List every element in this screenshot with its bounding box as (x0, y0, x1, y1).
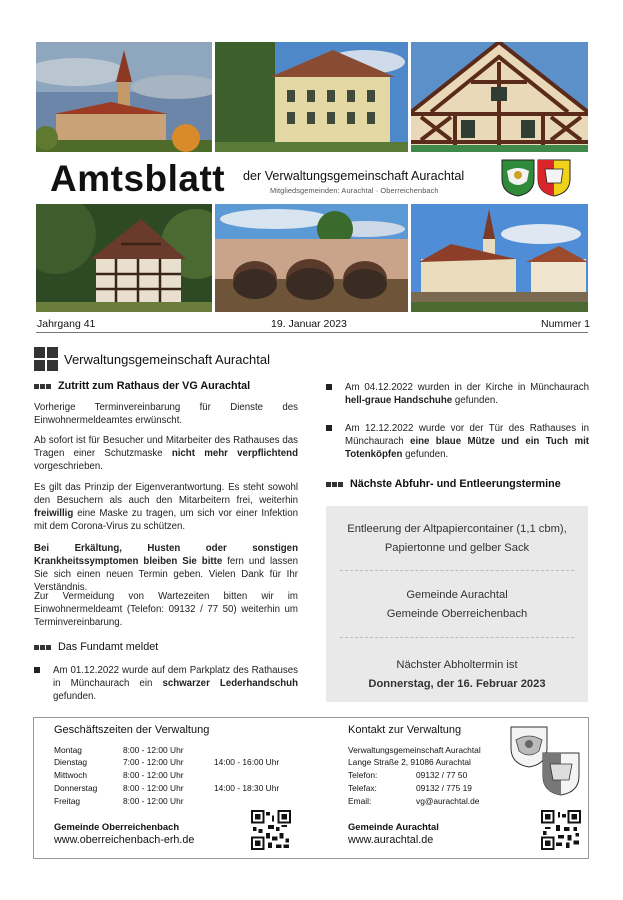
box-line-4: Gemeinde Oberreichenbach (386, 608, 528, 620)
fund-item-2: Am 04.12.2022 wurden in der Kirche in Münchaurach hell-graue Handschuhe gefunden. (345, 381, 589, 407)
collection-box (326, 506, 588, 702)
issue-number: Nummer 1 (541, 318, 591, 330)
box-line-5: Nächster Abholtermin ist (396, 659, 518, 671)
hours-pm: 14:00 - 16:00 Uhr (214, 757, 280, 767)
box-divider (340, 570, 574, 571)
masthead-title: Amtsblatt (50, 158, 226, 199)
heading-marker-icon (34, 645, 52, 650)
hours-day: Dienstag (54, 757, 88, 767)
bullet-icon (326, 384, 332, 390)
qr-code-icon[interactable] (541, 810, 581, 850)
fax-label: Telefax: (348, 783, 377, 793)
oberreichenbach-crest-icon (542, 752, 580, 796)
right-website-link[interactable]: www.aurachtal.de (348, 834, 434, 846)
qr-code-icon[interactable] (251, 810, 291, 850)
issue-rule (36, 332, 588, 333)
footer-box (33, 717, 589, 859)
email-label: Email: (348, 796, 372, 806)
heading-marker-icon (326, 482, 344, 487)
village-church-photo (411, 204, 588, 312)
contact-address: Lange Straße 2, 91086 Aurachtal (348, 757, 471, 767)
masthead-subtitle: der Verwaltungsgemeinschaft Aurachtal (243, 169, 465, 183)
half-timbered-photo (36, 204, 212, 312)
hours-pm: 14:00 - 18:30 Uhr (214, 783, 280, 793)
box-divider (340, 637, 574, 638)
article1-p5: Zur Vermeidung von Wartezeiten bitten wir im Einwohnermeldeamt (Telefon: 09132 / 77 50) weiterhin um Terminvereinbarung. (34, 591, 298, 628)
bullet-icon (326, 425, 332, 431)
box-line-6: Donnerstag, der 16. Februar 2023 (368, 678, 546, 690)
contact-org: Verwaltungsgemeinschaft Aurachtal (348, 745, 481, 755)
fund-item-3: Am 12.12.2022 wurde vor der Tür des Rathauses in Münchaurach eine blaue Mütze und ein Tuch mit Totenköpfen gefunden. (345, 422, 589, 461)
section-squares-icon (34, 347, 58, 371)
hours-day: Freitag (54, 796, 81, 806)
bullet-icon (34, 667, 40, 673)
manor-photo (215, 42, 408, 155)
article3-heading: Nächste Abfuhr- und Entleerungstermine (326, 478, 561, 490)
box-line-1: Entleerung der Altpapiercontainer (1,1 cbm), (347, 523, 567, 535)
email-link[interactable]: vg@aurachtal.de (416, 796, 480, 806)
fund-item-1: Am 01.12.2022 wurde auf dem Parkplatz des Rathauses in Münchaurach ein schwarzer Lederhandschuh gefunden. (53, 664, 298, 703)
heading-marker-icon (34, 384, 52, 389)
issue-date: 19. Januar 2023 (271, 318, 347, 330)
hours-title: Geschäftszeiten der Verwaltung (54, 724, 210, 736)
hours-day: Mittwoch (54, 770, 88, 780)
hours-day: Donnerstag (54, 783, 98, 793)
article1-p4: Bei Erkältung, Husten oder sonstigen Krankheitssymptomen bleiben Sie bitte fern und lassen Sie sich einen neuen Termin geben. Vielen Dank für Ihr Verständnis. (34, 543, 298, 593)
hours-am: 8:00 - 12:00 Uhr (123, 770, 184, 780)
hours-day: Montag (54, 745, 82, 755)
phone-label: Telefon: (348, 770, 378, 780)
hours-am: 8:00 - 12:00 Uhr (123, 745, 184, 755)
box-line-2: Papiertonne und gelber Sack (384, 542, 530, 554)
hours-am: 7:00 - 12:00 Uhr (123, 757, 184, 767)
article2-heading: Das Fundamt meldet (34, 641, 158, 653)
right-municipality: Gemeinde Aurachtal (348, 821, 439, 832)
hours-am: 8:00 - 12:00 Uhr (123, 796, 184, 806)
section-heading (34, 347, 270, 371)
issue-volume: Jahrgang 41 (37, 318, 96, 330)
bridge-photo (215, 204, 408, 312)
aurachtal-crest-icon (501, 159, 535, 197)
church-photo (36, 42, 212, 155)
contact-title: Kontakt zur Verwaltung (348, 724, 462, 736)
oberreichenbach-crest-icon (537, 159, 571, 197)
section-title: Verwaltungsgemeinschaft Aurachtal (64, 351, 270, 367)
fax-number: 09132 / 775 19 (416, 783, 472, 793)
phone-number[interactable]: 09132 / 77 50 (416, 770, 468, 780)
box-line-3: Gemeinde Aurachtal (406, 589, 508, 601)
masthead-members: Mitgliedsgemeinden: Aurachtal · Oberreichenbach (270, 186, 439, 195)
left-website-link[interactable]: www.oberreichenbach-erh.de (54, 834, 195, 846)
article1-p2: Ab sofort ist für Besucher und Mitarbeiter des Rathauses das Tragen einer Schutzmaske nicht mehr verpflichtend vorgeschrieben. (34, 435, 298, 472)
timber-house-photo (411, 42, 588, 155)
hours-am: 8:00 - 12:00 Uhr (123, 783, 184, 793)
article1-p1: Vorherige Terminvereinbarung für Dienste des Einwohnermeldeamtes erwünscht. (34, 402, 298, 426)
article1-heading: Zutritt zum Rathaus der VG Aurachtal (34, 380, 250, 392)
article1-p3: Es gilt das Prinzip der Eigenverantwortung. Es steht sowohl den Besuchern als auch den Mitarbeitern frei, weiterhin freiwillig eine Maske zu tragen, um sich vor einer Infektion mit dem Corona-Virus zu schützen. (34, 482, 298, 532)
left-municipality: Gemeinde Oberreichenbach (54, 821, 180, 832)
